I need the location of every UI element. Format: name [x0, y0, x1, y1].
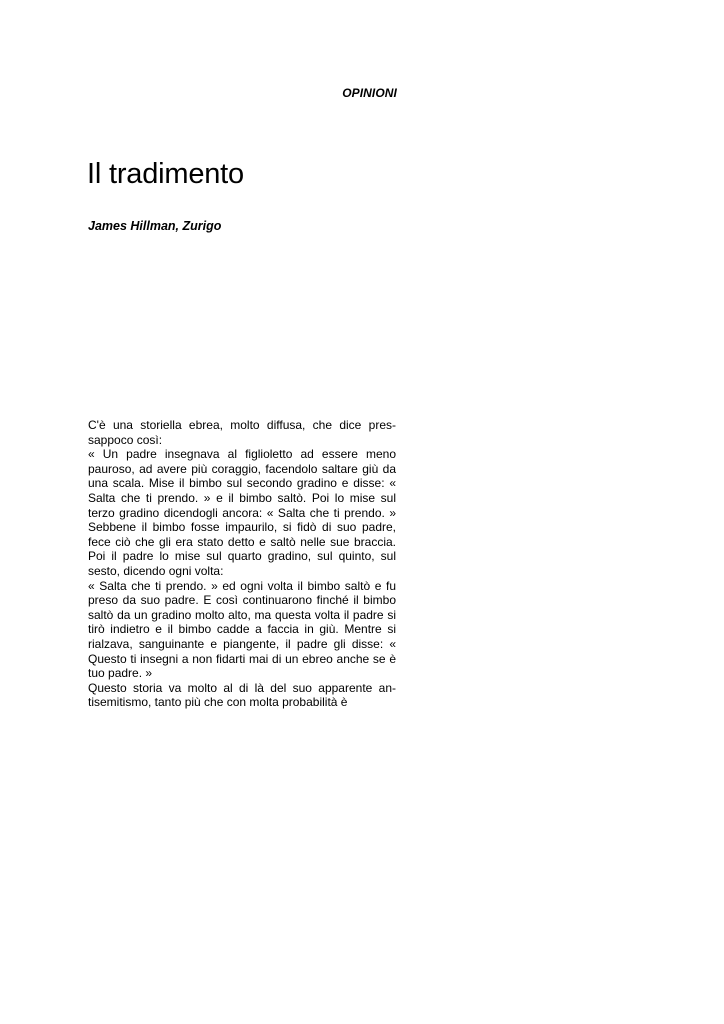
body-line: Poi il padre lo mise sul quarto gradino, sul quinto, sul	[88, 549, 396, 564]
body-line: « Salta che ti prendo. » ed ogni volta il bimbo saltò e fu	[88, 578, 396, 593]
body-line: fece ciò che gli era stato detto e saltò nelle sue braccia.	[88, 534, 396, 549]
body-line: tisemitismo, tanto più che con molta probabilità è	[88, 695, 348, 710]
body-line: sappoco così:	[88, 432, 163, 447]
article-body	[88, 418, 396, 710]
body-line: saltò da un gradino molto alto, ma questa volta il padre si	[88, 607, 396, 622]
article-title: Il tradimento	[87, 158, 244, 190]
body-line: Sebbene il bimbo fosse impaurilo, si fidò di suo padre,	[88, 520, 396, 535]
body-line: una scala. Mise il bimbo sul secondo gradino e disse: «	[88, 476, 396, 491]
article-author: James Hillman, Zurigo	[88, 219, 222, 233]
body-line: sesto, dicendo ogni volta:	[88, 563, 224, 578]
body-line: preso da suo padre. E così continuarono finché il bimbo	[88, 593, 396, 608]
body-line: tirò indietro e il bimbo cadde a faccia in giù. Mentre si	[88, 622, 396, 637]
body-line: terzo gradino dicendogli ancora: « Salta che ti prendo. »	[88, 505, 396, 520]
body-line: Questo storia va molto al di là del suo apparente an-	[88, 680, 396, 695]
section-label: OPINIONI	[342, 86, 397, 100]
body-line: Salta che ti prendo. » e il bimbo saltò. Poi lo mise sul	[88, 490, 396, 505]
body-line: tuo padre. »	[88, 666, 153, 681]
body-line: « Un padre insegnava al figlioletto ad essere meno	[88, 447, 396, 462]
body-line: C'è una storiella ebrea, molto diffusa, che dice pres-	[88, 418, 396, 432]
body-line: Questo ti insegni a non fidarti mai di un ebreo anche se è	[88, 651, 396, 666]
body-line: pauroso, ad avere più coraggio, facendolo saltare giù da	[88, 461, 396, 476]
body-line: rialzava, sanguinante e piangente, il padre gli disse: «	[88, 636, 396, 651]
